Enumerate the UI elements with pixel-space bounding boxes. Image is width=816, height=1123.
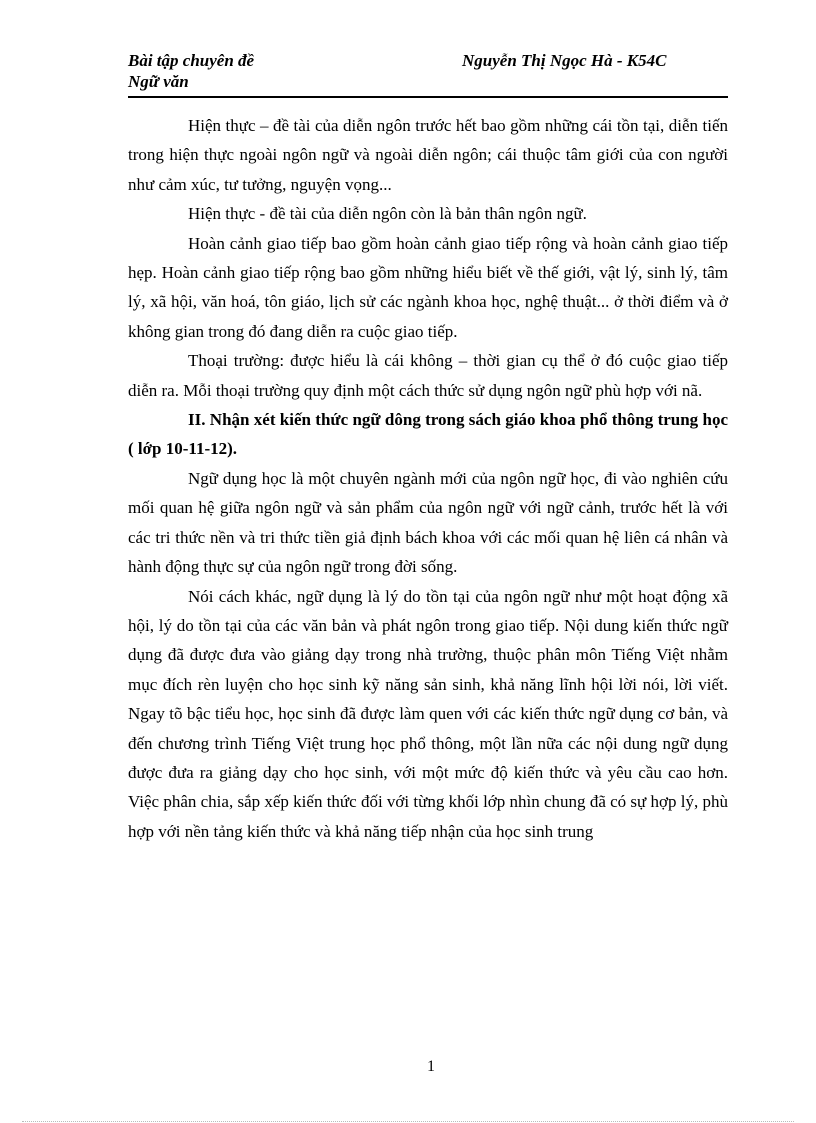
paragraph: Hoàn cảnh giao tiếp bao gồm hoàn cảnh giao tiếp rộng và hoàn cảnh giao tiếp hẹp. Hoàn cảnh giao tiếp rộng bao gồm những hiểu biết về thế giới, vật lý, sinh lý, tâm lý, xã hội, văn hoá, tôn giáo, lịch sử các ngành khoa học, nghệ thuật... ở thời điểm và ở không gian trong đó đang diễn ra cuộc giao tiếp.	[128, 233, 728, 341]
header-subject-line1: Bài tập chuyên đề	[128, 51, 255, 70]
paragraph: Thoại trường: được hiểu là cái không – thời gian cụ thể ở đó cuộc giao tiếp diễn ra. Mỗi thoại trường quy định một cách thức sử dụng ngôn ngữ phù hợp với nã.	[128, 351, 728, 400]
page-header	[128, 50, 728, 98]
paragraph: Hiện thực - đề tài của diễn ngôn còn là bản thân ngôn ngữ.	[188, 204, 587, 224]
header-left	[128, 50, 254, 92]
paragraph: Hiện thực – đề tài của diễn ngôn trước hết bao gồm những cái tồn tại, diễn tiến trong hiện thực ngoài ngôn ngữ và ngoài diễn ngôn; cái thuộc tâm giới của con người như cảm xúc, tư tưởng, nguyện vọng...	[128, 116, 728, 194]
paragraph: Nói cách khác, ngữ dụng là lý do tồn tại của ngôn ngữ như một hoạt động xã hội, lý do tồn tại của các văn bản và phát ngôn trong giao tiếp. Nội dung kiến thức ngữ dụng đã được đưa vào giảng dạy trong nhà trường, thuộc phân môn Tiếng Việt nhằm mục đích rèn luyện cho học sinh kỹ năng sản sinh, khả năng lĩnh hội lời nói, lời viết. Ngay tõ bậc tiểu học, học sinh đã được làm quen với các kiến thức ngữ dụng cơ bản, và đến chương trình Tiếng Việt trung học phổ thông, một lần nữa các nội dung ngữ dụng được đưa ra giảng dạy cho học sinh, với một mức độ kiến thức và yêu cầu cao hơn. Việc phân chia, sắp xếp kiến thức đối với từng khối lớp nhìn chung đã có sự hợp lý, phù hợp với nền tảng kiến thức và khả năng tiếp nhận của học sinh trung	[128, 586, 728, 841]
header-author: Nguyễn Thị Ngọc Hà - K54C	[462, 51, 667, 70]
page-bottom-divider	[22, 1121, 794, 1122]
page-number: 1	[427, 1058, 435, 1075]
section-heading: II. Nhận xét kiến thức ngữ dông trong sách giáo khoa phổ thông trung học ( lớp 10-11-12).	[128, 410, 728, 459]
paragraph: Ngữ dụng học là một chuyên ngành mới của ngôn ngữ học, đi vào nghiên cứu mối quan hệ giữa ngôn ngữ và sản phẩm của ngôn ngữ với ngữ cảnh, trước hết là với các tri thức nền và tri thức tiền giả định bách khoa với các mối quan hệ liên cá nhân và hành động thực sự của ngôn ngữ trong đời sống.	[128, 468, 728, 577]
header-subject-line2: Ngữ văn	[128, 72, 189, 91]
document-body	[128, 111, 728, 846]
